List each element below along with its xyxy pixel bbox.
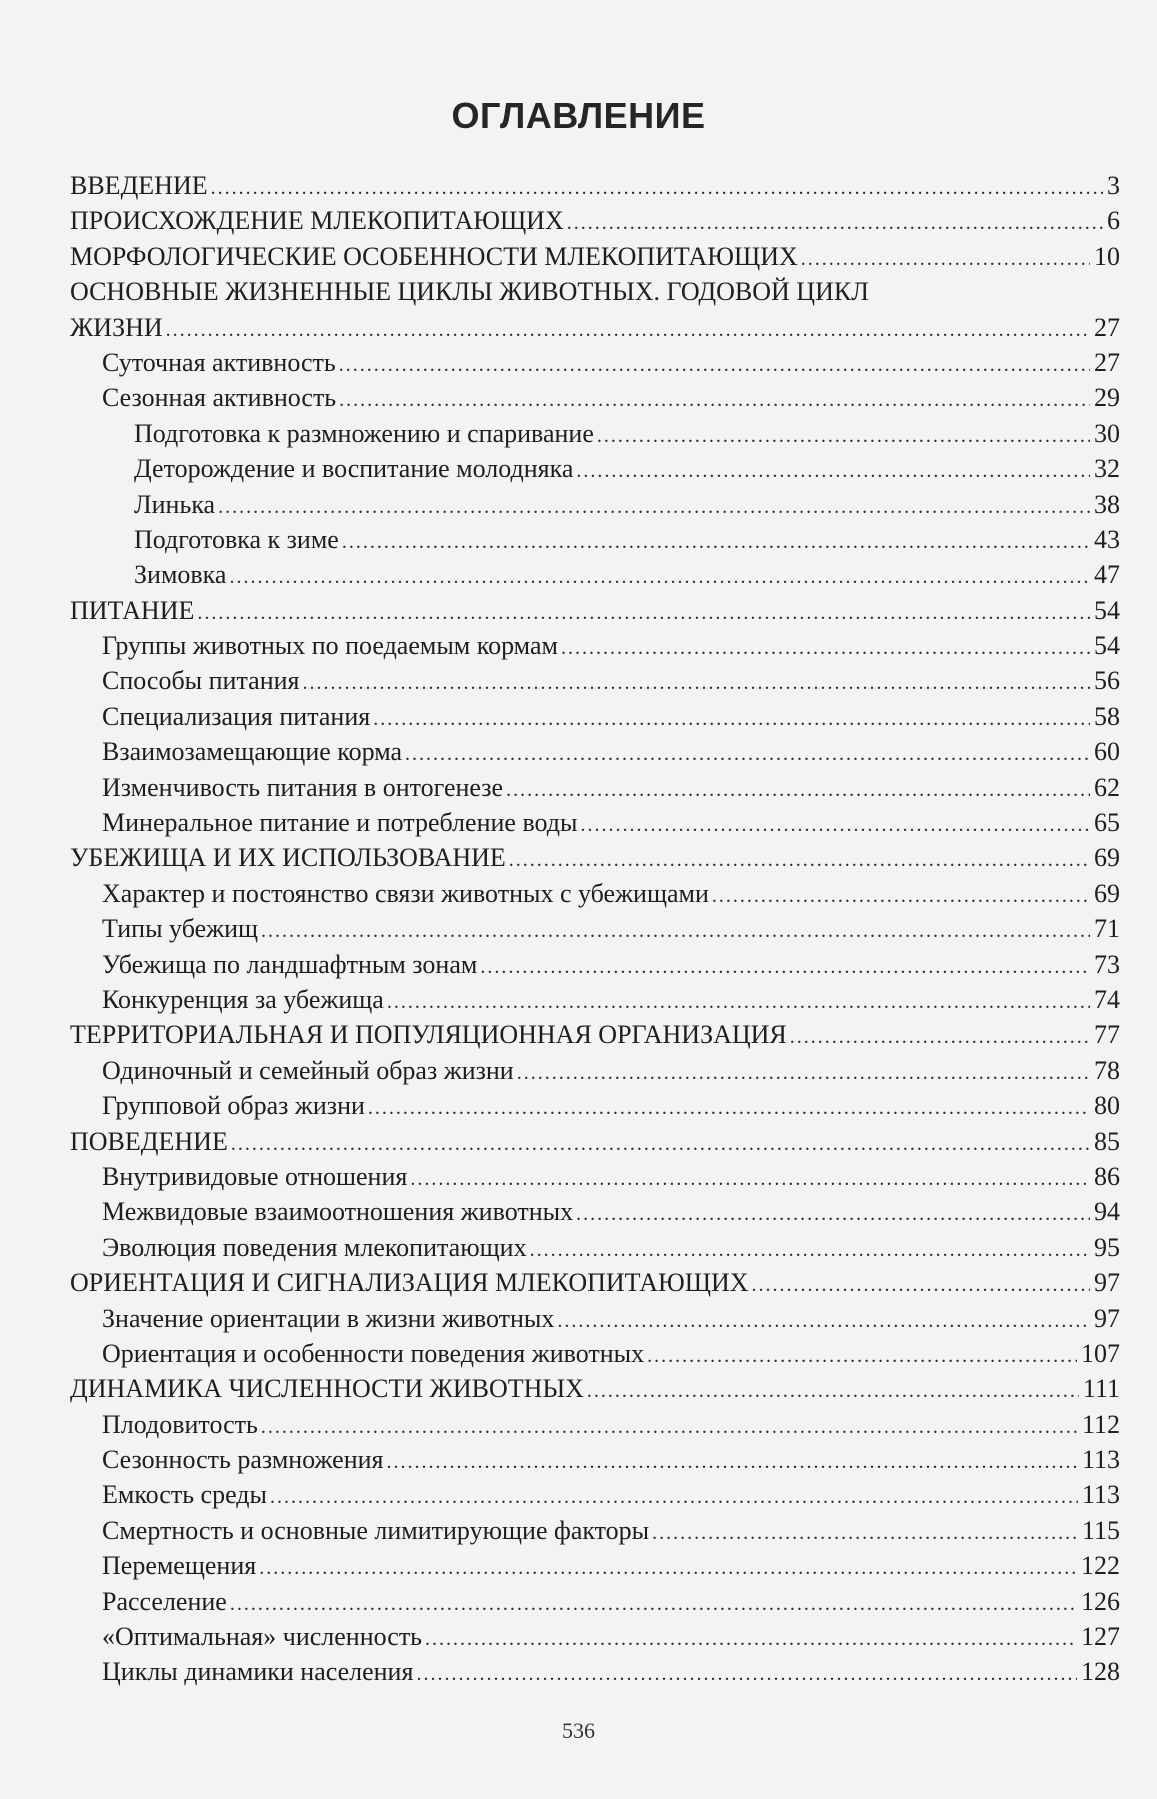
toc-entry-page: 27 <box>1094 347 1120 377</box>
toc-entry-page: 94 <box>1094 1197 1120 1227</box>
dot-leader <box>752 1268 1090 1303</box>
dot-leader <box>230 1587 1077 1622</box>
toc-entry <box>70 1442 1120 1477</box>
toc-entry <box>70 380 1120 415</box>
dot-leader <box>410 1162 1090 1197</box>
toc-entry-title: Одиночный и семейный образ жизни <box>102 1053 514 1088</box>
toc-entry-page: 73 <box>1094 949 1120 979</box>
dot-leader <box>229 560 1090 595</box>
dot-leader <box>597 419 1090 454</box>
dot-leader <box>368 1091 1090 1126</box>
toc-entry-page: 113 <box>1081 1480 1120 1510</box>
toc-entry-title: Перемещения <box>102 1548 256 1583</box>
toc-entry <box>70 1548 1120 1583</box>
dot-leader <box>261 914 1090 949</box>
toc-entry <box>70 628 1120 663</box>
toc-entry <box>70 840 1120 875</box>
toc-entry-page: 10 <box>1094 241 1120 271</box>
toc-entry-title: Линька <box>134 487 215 522</box>
toc-entry-title: ВВЕДЕНИЕ <box>70 168 208 203</box>
dot-leader <box>712 879 1090 914</box>
toc-entry <box>70 1619 1120 1654</box>
toc-entry-page: 62 <box>1094 772 1120 802</box>
toc-entry-page: 58 <box>1094 701 1120 731</box>
toc-entry <box>70 770 1120 805</box>
dot-leader <box>506 773 1090 808</box>
toc-entry <box>70 1477 1120 1512</box>
dot-leader <box>652 1516 1078 1551</box>
toc-entry-page: 47 <box>1094 560 1120 590</box>
dot-leader <box>581 808 1091 843</box>
toc-entry-title: ЖИЗНИ <box>70 310 163 345</box>
toc-entry-page: 126 <box>1081 1586 1120 1616</box>
dot-leader <box>218 490 1090 525</box>
toc-entry-title: Подготовка к зиме <box>134 522 339 557</box>
toc-entry-title: Ориентация и особенности поведения животных <box>102 1336 644 1371</box>
toc-entry-page: 54 <box>1094 595 1120 625</box>
toc-entry-title: Подготовка к размножению и спаривание <box>134 416 594 451</box>
toc-entry <box>70 663 1120 698</box>
toc-entry-page: 56 <box>1094 666 1120 696</box>
toc-entry-title: Деторождение и воспитание молодняка <box>134 451 573 486</box>
dot-leader <box>509 843 1090 878</box>
toc-entry-title: Смертность и основные лимитирующие факторы <box>102 1513 649 1548</box>
toc-entry <box>70 876 1120 911</box>
dot-leader <box>261 1410 1078 1445</box>
dot-leader <box>211 171 1103 206</box>
toc-entry-page: 78 <box>1094 1055 1120 1085</box>
dot-leader <box>557 1304 1090 1339</box>
toc-entry-title: Взаимозамещающие корма <box>102 734 402 769</box>
dot-leader <box>530 1233 1090 1268</box>
toc-entry <box>70 310 1120 345</box>
dot-leader <box>339 348 1090 383</box>
toc-entry-title: Значение ориентации в жизни животных <box>102 1301 554 1336</box>
toc-entry <box>70 1371 1120 1406</box>
toc-entry <box>70 734 1120 769</box>
toc-entry-page: 111 <box>1082 1374 1120 1404</box>
dot-leader <box>480 950 1090 985</box>
toc-entry-title: ПОВЕДЕНИЕ <box>70 1124 228 1159</box>
dot-leader <box>576 454 1090 489</box>
toc-entry-title: Группы животных по поедаемым кормам <box>102 628 558 663</box>
dot-leader <box>405 737 1090 772</box>
table-of-contents <box>70 168 1120 1690</box>
toc-entry <box>70 593 1120 628</box>
dot-leader <box>790 1020 1090 1055</box>
toc-entry-page: 6 <box>1107 206 1120 236</box>
toc-entry-page: 86 <box>1094 1161 1120 1191</box>
toc-entry-title: «Оптимальная» численность <box>102 1619 422 1654</box>
dot-leader <box>197 596 1090 631</box>
dot-leader <box>425 1622 1077 1657</box>
toc-entry <box>70 416 1120 451</box>
toc-entry <box>70 699 1120 734</box>
toc-entry-page: 112 <box>1081 1409 1120 1439</box>
toc-entry-title: Типы убежищ <box>102 911 258 946</box>
toc-entry-title: ОСНОВНЫЕ ЖИЗНЕННЫЕ ЦИКЛЫ ЖИВОТНЫХ. ГОДОВОЙ ЦИКЛ <box>70 274 869 309</box>
toc-entry-title: Минеральное питание и потребление воды <box>102 805 578 840</box>
toc-entry-page: 69 <box>1094 843 1120 873</box>
dot-leader <box>416 1657 1077 1692</box>
dot-leader <box>386 1445 1077 1480</box>
toc-entry-title: Межвидовые взаимоотношения животных <box>102 1194 573 1229</box>
toc-entry <box>70 911 1120 946</box>
toc-entry-title: Циклы динамики населения <box>102 1654 413 1689</box>
dot-leader <box>302 666 1090 701</box>
dot-leader <box>259 1551 1077 1586</box>
toc-entry <box>70 1265 1120 1300</box>
toc-entry <box>70 1088 1120 1123</box>
toc-entry-title: Конкуренция за убежища <box>102 982 384 1017</box>
toc-entry-title: Сезонность размножения <box>102 1442 383 1477</box>
toc-entry-title: ТЕРРИТОРИАЛЬНАЯ И ПОПУЛЯЦИОННАЯ ОРГАНИЗАЦИЯ <box>70 1017 787 1052</box>
toc-entry-page: 95 <box>1094 1232 1120 1262</box>
toc-entry <box>70 1159 1120 1194</box>
toc-entry-title: Сезонная активность <box>102 380 336 415</box>
dot-leader <box>342 525 1090 560</box>
toc-entry <box>70 1301 1120 1336</box>
toc-entry <box>70 168 1120 203</box>
toc-entry-page: 113 <box>1081 1445 1120 1475</box>
toc-entry-page: 43 <box>1094 524 1120 554</box>
toc-entry-page: 3 <box>1107 171 1120 200</box>
toc-entry-page: 69 <box>1094 878 1120 908</box>
toc-entry <box>70 345 1120 380</box>
toc-entry <box>70 1124 1120 1159</box>
dot-leader <box>373 702 1090 737</box>
toc-entry <box>70 1053 1120 1088</box>
toc-entry <box>70 1584 1120 1619</box>
toc-entry-page: 74 <box>1094 984 1120 1014</box>
toc-entry <box>70 239 1120 274</box>
toc-entry <box>70 451 1120 486</box>
toc-entry-title: Способы питания <box>102 663 299 698</box>
toc-entry-page: 127 <box>1081 1622 1120 1652</box>
toc-entry-title: Внутривидовые отношения <box>102 1159 407 1194</box>
toc-entry-title: Групповой образ жизни <box>102 1088 365 1123</box>
dot-leader <box>339 383 1090 418</box>
toc-entry <box>70 557 1120 592</box>
toc-entry-title: ДИНАМИКА ЧИСЛЕННОСТИ ЖИВОТНЫХ <box>70 1371 584 1406</box>
toc-entry-title: Суточная активность <box>102 345 336 380</box>
toc-entry-page: 54 <box>1094 631 1120 661</box>
dot-leader <box>801 242 1090 277</box>
toc-entry <box>70 1017 1120 1052</box>
toc-entry-title: Изменчивость питания в онтогенезе <box>102 770 503 805</box>
toc-entry-page: 97 <box>1094 1268 1120 1298</box>
dot-leader <box>387 985 1090 1020</box>
dot-leader <box>561 631 1090 666</box>
toc-entry-page: 32 <box>1094 454 1120 484</box>
toc-entry-page: 60 <box>1094 737 1120 767</box>
toc-entry <box>70 487 1120 522</box>
toc-entry-title: ПИТАНИЕ <box>70 593 194 628</box>
toc-entry <box>70 1654 1120 1689</box>
toc-entry-page: 65 <box>1094 808 1120 838</box>
toc-entry-page: 122 <box>1081 1551 1120 1581</box>
toc-entry-title: ОРИЕНТАЦИЯ И СИГНАЛИЗАЦИЯ МЛЕКОПИТАЮЩИХ <box>70 1265 749 1300</box>
toc-entry-page: 30 <box>1094 418 1120 448</box>
toc-entry <box>70 522 1120 557</box>
toc-entry-title: Убежища по ландшафтным зонам <box>102 947 477 982</box>
toc-entry-page: 29 <box>1094 383 1120 413</box>
dot-leader <box>576 1197 1090 1232</box>
dot-leader <box>270 1480 1078 1515</box>
dot-leader <box>647 1339 1077 1374</box>
dot-leader <box>587 1374 1079 1409</box>
toc-entry <box>70 1407 1120 1442</box>
toc-entry-page: 77 <box>1094 1020 1120 1050</box>
toc-entry-page: 71 <box>1094 914 1120 944</box>
toc-entry <box>70 805 1120 840</box>
toc-entry-title: Специализация питания <box>102 699 370 734</box>
toc-entry-title: Эволюция поведения млекопитающих <box>102 1230 527 1265</box>
toc-entry-title: Емкость среды <box>102 1477 267 1512</box>
toc-entry-title: ПРОИСХОЖДЕНИЕ МЛЕКОПИТАЮЩИХ <box>70 203 564 238</box>
toc-entry-title: Расселение <box>102 1584 227 1619</box>
dot-leader <box>567 206 1103 241</box>
page-title: ОГЛАВЛЕНИЕ <box>451 95 706 136</box>
toc-entry-title: Характер и постоянство связи животных с убежищами <box>102 876 709 911</box>
toc-entry <box>70 203 1120 238</box>
toc-entry-page: 115 <box>1081 1515 1120 1545</box>
toc-entry-title: МОРФОЛОГИЧЕСКИЕ ОСОБЕННОСТИ МЛЕКОПИТАЮЩИХ <box>70 239 798 274</box>
toc-entry <box>70 947 1120 982</box>
toc-entry-title: УБЕЖИЩА И ИХ ИСПОЛЬЗОВАНИЕ <box>70 840 506 875</box>
toc-entry-page: 80 <box>1094 1091 1120 1121</box>
toc-entry-page: 38 <box>1094 489 1120 519</box>
toc-entry-page: 97 <box>1094 1303 1120 1333</box>
toc-entry-page: 128 <box>1081 1657 1120 1687</box>
toc-entry <box>70 1513 1120 1548</box>
toc-entry-page: 27 <box>1094 312 1120 342</box>
toc-entry-title: Зимовка <box>134 557 226 592</box>
toc-entry <box>70 1336 1120 1371</box>
toc-entry <box>70 1230 1120 1265</box>
toc-entry <box>70 1194 1120 1229</box>
toc-entry-page: 85 <box>1094 1126 1120 1156</box>
toc-entry-title: Плодовитость <box>102 1407 258 1442</box>
page-number: 536 <box>562 1718 595 1743</box>
dot-leader <box>231 1127 1090 1162</box>
toc-entry <box>70 274 1120 309</box>
toc-entry <box>70 982 1120 1017</box>
toc-entry-page: 107 <box>1081 1338 1120 1368</box>
dot-leader <box>166 313 1090 348</box>
dot-leader <box>517 1056 1090 1091</box>
